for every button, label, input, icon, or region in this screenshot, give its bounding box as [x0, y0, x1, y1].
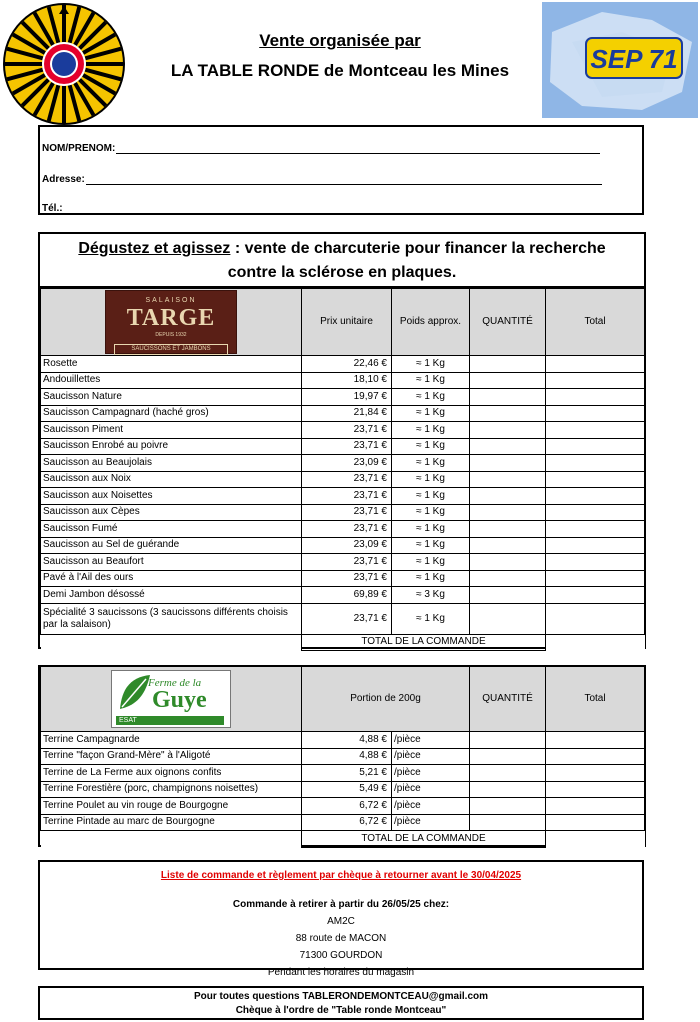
product-weight: ≈ 1 Kg [392, 570, 470, 587]
total-cell[interactable] [546, 781, 645, 798]
targe-row [41, 554, 645, 571]
product-weight: ≈ 1 Kg [392, 537, 470, 554]
footer-contact: Pour toutes questions TABLERONDEMONTCEAU@gmail.com [193, 991, 489, 1002]
guye-logo-line2: Guye [152, 687, 207, 713]
customer-form [38, 125, 644, 215]
quantity-cell[interactable] [470, 438, 546, 455]
sep71-logo-text: SEP 71 [590, 44, 678, 74]
name-label: NOM/PRENOM: [42, 143, 116, 154]
product-price: 23,71 € [302, 471, 392, 488]
product-weight: ≈ 1 Kg [392, 603, 470, 634]
product-weight: ≈ 1 Kg [392, 405, 470, 422]
product-name: Spécialité 3 saucissons (3 saucissons différents choisis par la salaison) [41, 603, 302, 634]
pickup-title: Commande à retirer à partir du 26/05/25 chez: [232, 899, 450, 910]
quantity-cell[interactable] [470, 748, 546, 765]
targe-col-price: Prix unitaire [302, 289, 392, 356]
pickup-city: 71300 GOURDON [299, 950, 383, 961]
product-weight: ≈ 1 Kg [392, 389, 470, 406]
targe-table [40, 288, 645, 651]
header-title [140, 26, 540, 86]
guye-col-portion: Portion de 200g [302, 667, 470, 732]
targe-row [41, 455, 645, 472]
product-weight: ≈ 1 Kg [392, 455, 470, 472]
product-price: 23,71 € [302, 570, 392, 587]
targe-col-total: Total [546, 289, 645, 356]
total-cell[interactable] [546, 488, 645, 505]
product-name: Saucisson aux Noix [41, 471, 302, 488]
product-name: Rosette [41, 356, 302, 373]
product-name: Terrine Campagnarde [41, 732, 302, 749]
total-cell[interactable] [546, 521, 645, 538]
guye-row [41, 814, 645, 831]
quantity-cell[interactable] [470, 455, 546, 472]
product-price: 23,71 € [302, 422, 392, 439]
product-weight: ≈ 1 Kg [392, 504, 470, 521]
deadline-notice: Liste de commande et règlement par chèque à retourner avant le 30/04/2025 [160, 870, 522, 881]
targe-col-weight: Poids approx. [392, 289, 470, 356]
quantity-cell[interactable] [470, 372, 546, 389]
targe-logo-small: SALAISON [145, 297, 197, 304]
targe-logo-bottom: SAUCISSONS ET JAMBONS [114, 344, 228, 355]
guye-logo [111, 670, 231, 728]
product-price: 23,09 € [302, 537, 392, 554]
sep71-logo [542, 2, 698, 118]
product-name: Saucisson au Beaufort [41, 554, 302, 571]
guye-row [41, 798, 645, 815]
total-cell[interactable] [546, 389, 645, 406]
product-price: 23,71 € [302, 554, 392, 571]
quantity-cell[interactable] [470, 405, 546, 422]
guye-row [41, 781, 645, 798]
targe-row [41, 488, 645, 505]
quantity-cell[interactable] [470, 798, 546, 815]
product-name: Saucisson Piment [41, 422, 302, 439]
quantity-cell[interactable] [470, 603, 546, 634]
quantity-cell[interactable] [470, 765, 546, 782]
total-cell[interactable] [546, 554, 645, 571]
product-price: 23,09 € [302, 455, 392, 472]
phone-label: Tél.: [42, 203, 63, 214]
product-name: Andouillettes [41, 372, 302, 389]
quantity-cell[interactable] [470, 781, 546, 798]
phone-row [42, 203, 602, 214]
product-weight: ≈ 1 Kg [392, 372, 470, 389]
product-weight: ≈ 1 Kg [392, 521, 470, 538]
targe-logo-big: TARGE [126, 305, 216, 331]
targe-row [41, 570, 645, 587]
pickup-hours: Pendant les horaires du magasin [267, 967, 415, 978]
pickup-street: 88 route de MACON [295, 933, 387, 944]
total-cell[interactable] [546, 570, 645, 587]
total-cell[interactable] [546, 765, 645, 782]
product-price: 23,71 € [302, 488, 392, 505]
total-cell[interactable] [546, 748, 645, 765]
product-price: 19,97 € [302, 389, 392, 406]
product-price: 6,72 € [302, 798, 392, 815]
guye-logo-line1: Ferme de la [148, 677, 202, 689]
product-weight: ≈ 1 Kg [392, 356, 470, 373]
pickup-info [38, 860, 644, 978]
product-price: 5,49 € [302, 781, 392, 798]
guye-table [40, 667, 645, 848]
product-price: 23,71 € [302, 521, 392, 538]
guye-row [41, 748, 645, 765]
product-name: Demi Jambon désossé [41, 587, 302, 604]
quantity-cell[interactable] [470, 814, 546, 831]
product-weight: ≈ 1 Kg [392, 438, 470, 455]
total-cell[interactable] [546, 732, 645, 749]
address-input-line[interactable] [86, 183, 602, 185]
address-label: Adresse: [42, 174, 85, 185]
product-unit: /pièce [392, 748, 470, 765]
product-price: 5,21 € [302, 765, 392, 782]
phone-input-line[interactable] [64, 212, 602, 214]
product-unit: /pièce [392, 814, 470, 831]
product-name: Saucisson au Sel de guérande [41, 537, 302, 554]
total-cell[interactable] [546, 798, 645, 815]
total-cell[interactable] [546, 504, 645, 521]
targe-row [41, 422, 645, 439]
total-cell[interactable] [546, 814, 645, 831]
header-title-line2: LA TABLE RONDE de Montceau les Mines [170, 61, 510, 80]
targe-logo [105, 290, 237, 354]
targe-total-value[interactable] [546, 634, 645, 651]
intro-underlined: Dégustez et agissez [78, 240, 231, 257]
product-unit: /pièce [392, 781, 470, 798]
quantity-cell[interactable] [470, 554, 546, 571]
intro-rest: : vente de charcuterie pour financer la recherche [230, 240, 606, 257]
quantity-cell[interactable] [470, 521, 546, 538]
targe-section [38, 232, 646, 649]
product-name: Saucisson au Beaujolais [41, 455, 302, 472]
product-weight: ≈ 1 Kg [392, 554, 470, 571]
quantity-cell[interactable] [470, 504, 546, 521]
product-name: Saucisson aux Noisettes [41, 488, 302, 505]
targe-row [41, 389, 645, 406]
total-cell[interactable] [546, 356, 645, 373]
product-weight: ≈ 3 Kg [392, 587, 470, 604]
product-name: Saucisson aux Cèpes [41, 504, 302, 521]
product-price: 22,46 € [302, 356, 392, 373]
product-name: Terrine Pintade au marc de Bourgogne [41, 814, 302, 831]
quantity-cell[interactable] [470, 389, 546, 406]
guye-col-qty: QUANTITÉ [470, 667, 546, 732]
targe-logo-since: DEPUIS 1932 [155, 332, 187, 338]
footer-cheque: Chèque à l'ordre de "Table ronde Montceau" [235, 1005, 447, 1016]
guye-row [41, 732, 645, 749]
product-price: 69,89 € [302, 587, 392, 604]
product-weight: ≈ 1 Kg [392, 422, 470, 439]
targe-total-label: TOTAL DE LA COMMANDE [302, 634, 546, 651]
guye-col-total: Total [546, 667, 645, 732]
total-cell[interactable] [546, 405, 645, 422]
name-row [42, 143, 600, 154]
targe-row [41, 587, 645, 604]
targe-row [41, 504, 645, 521]
targe-row [41, 603, 645, 634]
product-name: Terrine Poulet au vin rouge de Bourgogne [41, 798, 302, 815]
footer [38, 986, 644, 1020]
total-cell[interactable] [546, 537, 645, 554]
quantity-cell[interactable] [470, 537, 546, 554]
product-unit: /pièce [392, 732, 470, 749]
total-cell[interactable] [546, 372, 645, 389]
targe-logo-cell [41, 289, 302, 356]
header-title-line1: Vente organisée par [259, 31, 421, 50]
product-name: Terrine "façon Grand-Mère" à l'Aligoté [41, 748, 302, 765]
product-price: 23,71 € [302, 603, 392, 634]
product-price: 4,88 € [302, 732, 392, 749]
product-price: 21,84 € [302, 405, 392, 422]
product-unit: /pièce [392, 798, 470, 815]
product-name: Saucisson Campagnard (haché gros) [41, 405, 302, 422]
name-input-line[interactable] [116, 152, 600, 154]
total-cell[interactable] [546, 438, 645, 455]
quantity-cell[interactable] [470, 356, 546, 373]
total-cell[interactable] [546, 471, 645, 488]
targe-row [41, 438, 645, 455]
product-unit: /pièce [392, 765, 470, 782]
quantity-cell[interactable] [470, 570, 546, 587]
total-cell[interactable] [546, 455, 645, 472]
quantity-cell[interactable] [470, 422, 546, 439]
product-name: Pavé à l'Ail des ours [41, 570, 302, 587]
product-weight: ≈ 1 Kg [392, 471, 470, 488]
product-name: Terrine de La Ferme aux oignons confits [41, 765, 302, 782]
round-table-logo [2, 2, 126, 126]
product-name: Saucisson Enrobé au poivre [41, 438, 302, 455]
guye-row [41, 765, 645, 782]
product-price: 6,72 € [302, 814, 392, 831]
guye-logo-esat: ESAT [116, 716, 224, 725]
quantity-cell[interactable] [470, 732, 546, 749]
product-price: 23,71 € [302, 504, 392, 521]
product-price: 23,71 € [302, 438, 392, 455]
guye-total-label: TOTAL DE LA COMMANDE [302, 831, 546, 848]
targe-col-qty: QUANTITÉ [470, 289, 546, 356]
product-price: 18,10 € [302, 372, 392, 389]
quantity-cell[interactable] [470, 587, 546, 604]
pickup-store: AM2C [327, 916, 355, 927]
product-weight: ≈ 1 Kg [392, 488, 470, 505]
total-cell[interactable] [546, 603, 645, 634]
intro-line2: contre la sclérose en plaques. [227, 264, 457, 281]
guye-logo-cell [41, 667, 302, 732]
guye-total-value[interactable] [546, 831, 645, 848]
targe-row [41, 537, 645, 554]
targe-row [41, 521, 645, 538]
address-row [42, 174, 602, 185]
product-price: 4,88 € [302, 748, 392, 765]
product-name: Terrine Forestière (porc, champignons noisettes) [41, 781, 302, 798]
guye-section [38, 665, 646, 847]
quantity-cell[interactable] [470, 471, 546, 488]
targe-row [41, 405, 645, 422]
targe-row [41, 372, 645, 389]
leaf-icon [116, 673, 152, 713]
total-cell[interactable] [546, 422, 645, 439]
product-name: Saucisson Fumé [41, 521, 302, 538]
product-name: Saucisson Nature [41, 389, 302, 406]
targe-row [41, 471, 645, 488]
intro-heading [40, 234, 644, 288]
quantity-cell[interactable] [470, 488, 546, 505]
targe-row [41, 356, 645, 373]
total-cell[interactable] [546, 587, 645, 604]
